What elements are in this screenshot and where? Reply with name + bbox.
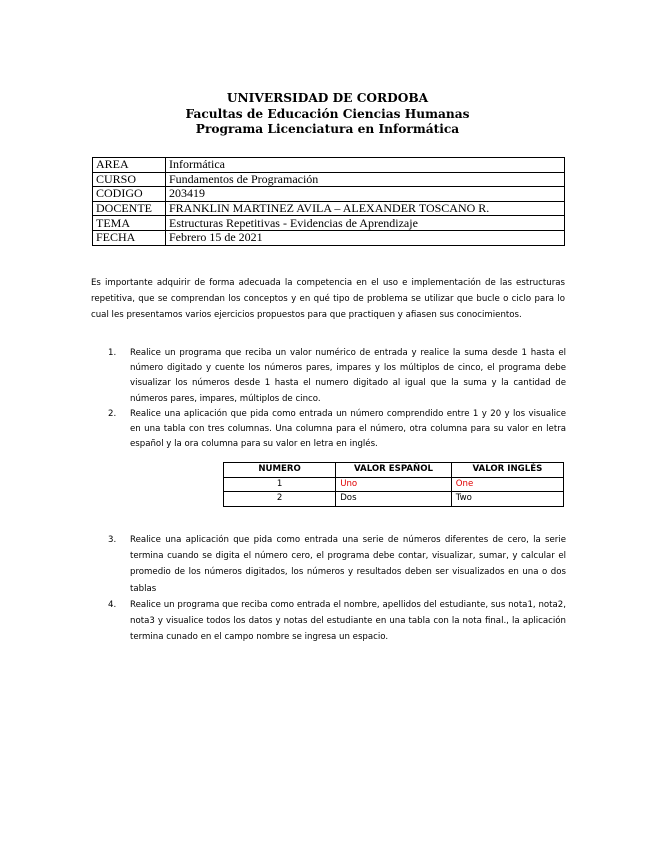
info-label: TEMA xyxy=(93,216,166,231)
column-header: NUMERO xyxy=(224,463,336,478)
exercise-list-bottom xyxy=(108,532,566,645)
info-value: Fundamentos de Programación xyxy=(166,172,565,187)
exercise-text: Realice un programa que reciba un valor numérico de entrada y realice la suma desde 1 hasta el número digitado y cuente los números pares, impares y los múltiplos de cinco, el programa debe visualizar los números desde 1 hasta el numero digitado al igual que la suma y la cantidad de números pares, impares, múltiplos de cinco. xyxy=(130,348,566,404)
table-header-row xyxy=(224,463,564,478)
table-row xyxy=(93,172,565,187)
info-value: 203419 xyxy=(166,187,565,202)
table-row xyxy=(93,216,565,231)
info-value: Informática xyxy=(166,158,565,173)
info-label: CODIGO xyxy=(93,187,166,202)
info-value: Febrero 15 de 2021 xyxy=(166,230,565,245)
column-header: VALOR ESPAÑOL xyxy=(336,463,452,478)
exercise-item-1 xyxy=(108,346,566,407)
table-row xyxy=(224,477,564,492)
table-cell: Dos xyxy=(336,492,452,507)
exercise-item-3 xyxy=(108,532,566,597)
info-value: FRANKLIN MARTINEZ AVILA – ALEXANDER TOSCANO R. xyxy=(166,201,565,216)
table-cell: Two xyxy=(451,492,563,507)
number-values-table xyxy=(223,462,564,507)
table-row xyxy=(93,201,565,216)
table-row xyxy=(93,230,565,245)
exercise-list-top xyxy=(108,346,566,452)
faculty-name: Facultas de Educación Ciencias Humanas xyxy=(185,106,470,121)
exercise-number: 4. xyxy=(108,599,117,610)
exercise-text: Realice una aplicación que pida como entrada un número comprendido entre 1 y 20 y los visualice en una tabla con tres columnas. Una columna para el número, otra columna para su valor en letra español y la ora columna para su valor en letra en inglés. xyxy=(130,408,566,450)
column-header: VALOR INGLÉS xyxy=(451,463,563,478)
info-value: Estructuras Repetitivas - Evidencias de Aprendizaje xyxy=(166,216,565,231)
exercise-number: 2. xyxy=(108,408,117,419)
table-row xyxy=(93,187,565,202)
exercise-item-4 xyxy=(108,597,566,646)
table-row xyxy=(93,158,565,173)
info-label: AREA xyxy=(93,158,166,173)
document-header xyxy=(0,91,655,138)
exercise-number: 3. xyxy=(108,535,117,545)
info-label: CURSO xyxy=(93,172,166,187)
exercise-text: Realice una aplicación que pida como entrada una serie de números diferentes de cero, la serie termina cuando se digita el número cero, el programa debe contar, visualizar, sumar, y calcular el promedio de los números digitados, los números y resultados deben ser visualizados en una o dos tablas xyxy=(130,535,566,594)
exercise-item-2 xyxy=(108,407,566,453)
info-label: DOCENTE xyxy=(93,201,166,216)
table-cell: 2 xyxy=(224,492,336,507)
table-cell: 1 xyxy=(224,477,336,492)
info-label: FECHA xyxy=(93,230,166,245)
table-cell: One xyxy=(451,477,563,492)
university-name: UNIVERSIDAD DE CORDOBA xyxy=(226,91,429,105)
program-name: Programa Licenciatura en Informática xyxy=(195,122,460,136)
table-cell: Uno xyxy=(336,477,452,492)
course-info-table xyxy=(92,157,565,246)
exercise-text: Realice un programa que reciba como entrada el nombre, apellidos del estudiante, sus nota1, nota2, nota3 y visualice todos los datos y notas del estudiante en una tabla con la nota final., la aplicación termina cunado en el campo nombre se ingresa un espacio. xyxy=(130,599,566,643)
exercise-number: 1. xyxy=(108,348,117,358)
intro-paragraph: Es importante adquirir de forma adecuada la competencia en el uso e implementación de las estructuras repetitiva, que se comprendan los conceptos y en qué tipo de problema se utilizar que bucle o ciclo para lo cual les presentamos varios ejercicios propuestos para que practiquen y afiasen sus conocimientos. xyxy=(91,278,565,321)
table-row xyxy=(224,492,564,507)
